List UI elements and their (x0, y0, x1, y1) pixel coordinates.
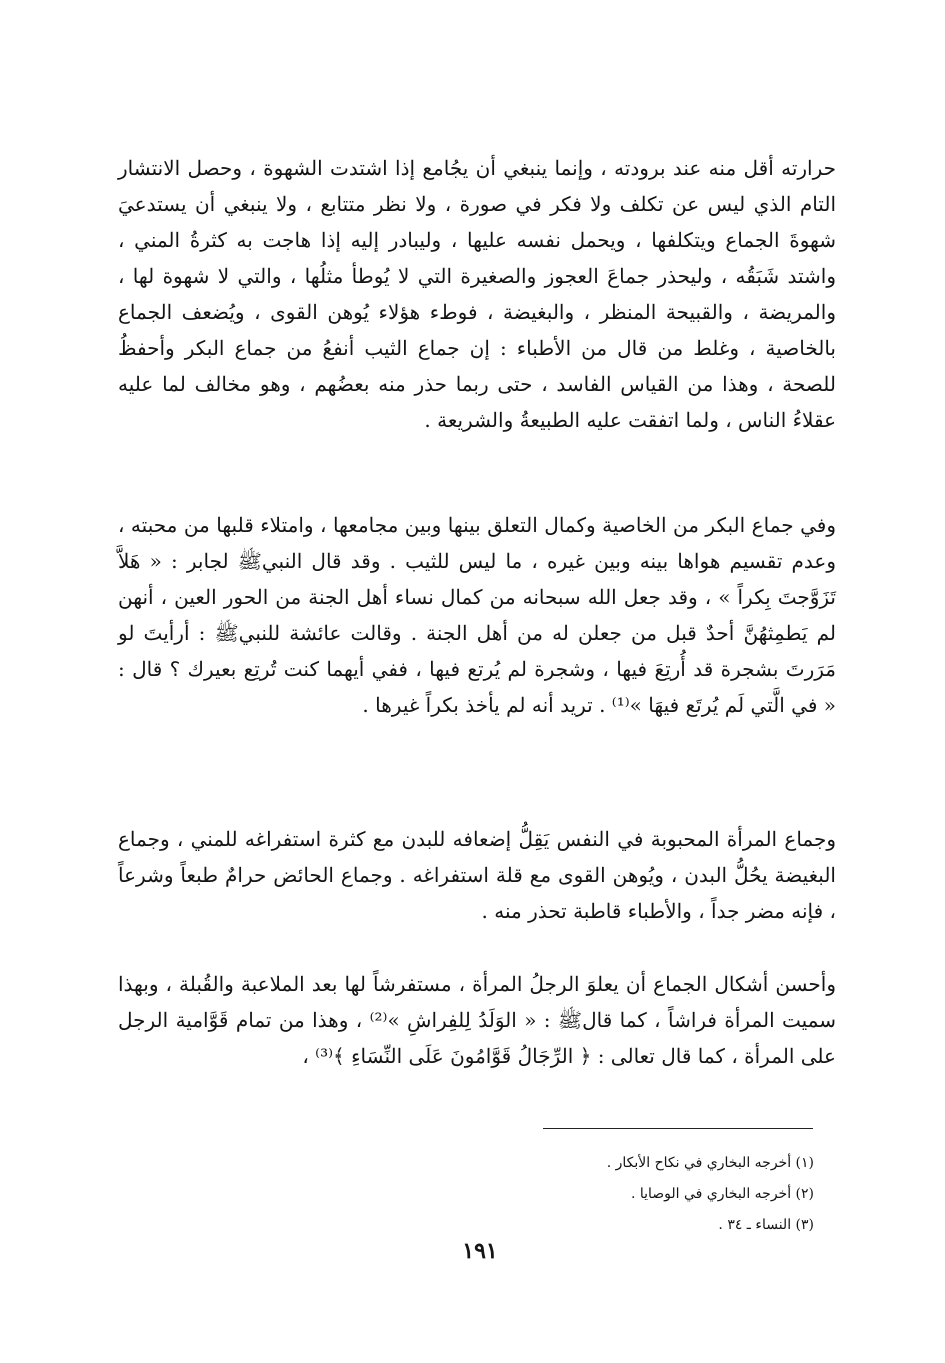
paragraph-4: وأحسن أشكال الجماع أن يعلوَ الرجلُ المرأة ، مستفرشاً لها بعد الملاعبة والقُبلة ، وبهذا سميت المرأة فراشاً ، كما قالﷺ : « الوَلَدُ لِلفِراشِ »⁽²⁾ ، وهذا من تمام قَوَّامية الرجل على المرأة ، كما قال تعالى : ﴿ الرِّجَالُ قَوَّامُونَ عَلَى النِّسَاءِ ﴾⁽³⁾ ، (118, 972, 837, 1068)
paragraph-1: حرارته أقل منه عند برودته ، وإنما ينبغي أن يجُامع إذا اشتدت الشهوة ، وحصل الانتشار التام الذي ليس عن تكلف ولا فكر في صورة ، ولا نظر متتابع ، ولا ينبغي أن يستدعيَ شهوةَ الجماع ويتكلفها ، ويحمل نفسه عليها ، وليبادر إليه إذا هاجت به كثرةُ المني ، واشتد شَبَقُه ، وليحذر جماعَ العجوز والصغيرة التي لا يُوطأ مثلُها ، والتي لا شهوة لها ، والمريضة ، والقبيحة المنظر ، والبغيضة ، فوطء هؤلاء يُوهن القوى ، ويُضعف الجماع بالخاصية ، وغلط من قال من الأطباء : إن جماع الثيب أنفعُ من جماع البكر وأحفظُ للصحة ، وهذا من القياس الفاسد ، حتى ربما حذر منه بعضُهم ، وهو مخالف لما عليه عقلاءُ الناس ، ولما اتفقت عليه الطبيعةُ والشريعة . (118, 156, 837, 432)
paragraph-2: وفي جماع البكر من الخاصية وكمال التعلق بينها وبين مجامعها ، وامتلاء قلبها من محبته ، وعدم تقسيم هواها بينه وبين غيره ، ما ليس للثيب . وقد قال النبيﷺ لجابر : « هَلاَّ تَزَوَّجتَ بِكراً » ، وقد جعل الله سبحانه من كمال نساء أهل الجنة من الحور العين ، أنهن لم يَطمِثهُنَّ أحدٌ قبل من جعلن له من أهل الجنة . وقالت عائشة للنبيﷺ : أرأيتَ لو مَرَرتَ بشجرة قد أُرتِعَ فيها ، وشجرة لم يُرتع فيها ، ففي أيهما كنت تُرتِع بعيرك ؟ قال : « في الَّتي لَم يُرتَع فيهَا »⁽¹⁾ . تريد أنه لم يأخذ بكراً غيرها . (118, 513, 836, 717)
footnotes (420, 1148, 814, 1241)
footnote-3: (٣) النساء ـ ٣٤ . (718, 1217, 814, 1233)
page-number: ١٩١ (462, 1238, 498, 1264)
footnote-1: (١) أخرجه البخاري في نكاح الأبكار . (606, 1155, 814, 1171)
footnote-divider (543, 1128, 813, 1129)
footnote-2: (٢) أخرجه البخاري في الوصايا . (630, 1186, 814, 1202)
paragraph-3: وجماع المرأة المحبوبة في النفس يَقِلُّ إضعافه للبدن مع كثرة استفراغه للمني ، وجماع البغيضة يحُلُّ البدن ، ويُوهن القوى مع قلة استفراغه . وجماع الحائض حرامٌ طبعاً وشرعاً ، فإنه مضر جداً ، والأطباء قاطبة تحذر منه . (118, 827, 836, 923)
